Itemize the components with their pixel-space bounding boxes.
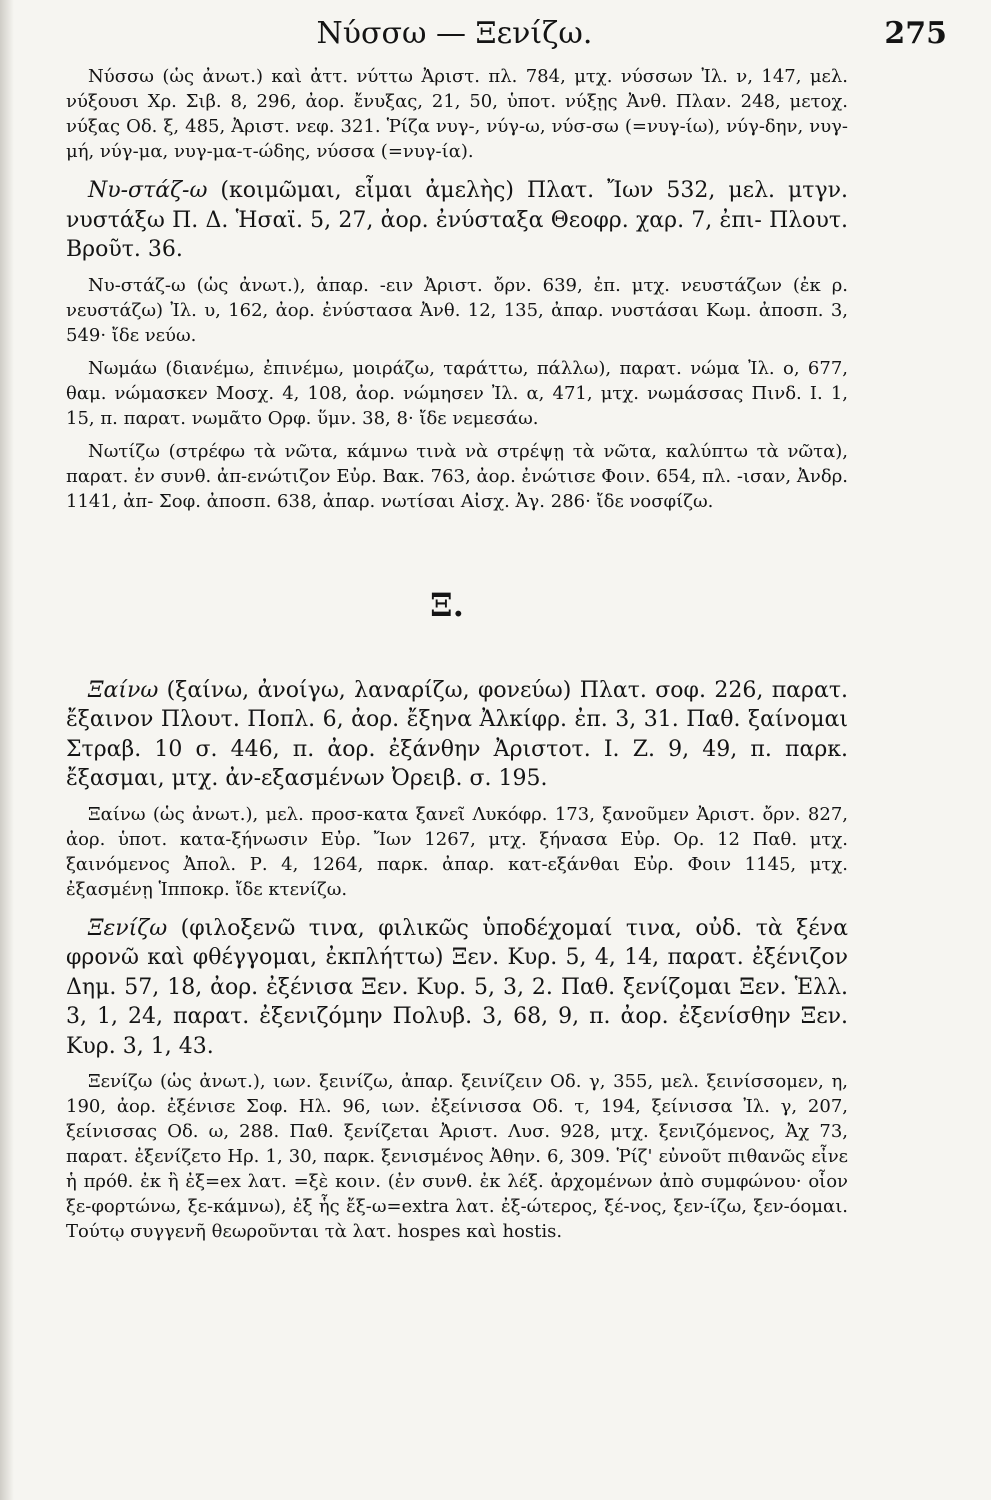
entry-xaino-forms-text: Ξαίνω (ὡς ἀνωτ.), μελ. προσ-κατα ξανεῖ Λυκόφρ. 173, ξανοῦμεν Ἀριστ. ὄρν. 827, ἀορ. ὑποτ. κατα-ξήνωσιν Εὐρ. Ἴων 1267, μτχ. ξήνασα Εὐρ. Ορ. 12 Παθ. μτχ. ξαινόμενος Ἀπολ. Ρ. 4, 1264, παρκ. ἀπαρ. κατ-εξάνθαι Εὐρ. Φοιν 1145, μτχ. ἐξασμένῃ Ἱπποκρ. ἴδε κτενίζω.: [66, 803, 848, 900]
entry-xaino-text: (ξαίνω, ἀνοίγω, λαναρίζω, φονεύω) Πλατ. σοφ. 226, παρατ. ἔξαινον Πλουτ. Ποπλ. 6, ἀορ. ἔξηνα Ἀλκίφρ. ἐπ. 3, 31. Παθ. ξαίνομαι Στραβ. 10 σ. 446, π. ἀορ. ἐξάνθην Ἀριστοτ. Ι. Ζ. 9, 49, π. παρκ. ἔξασμαι, μτχ. ἀν-εξασμένων Ὀρειβ. σ. 195.: [66, 677, 848, 791]
entry-nomao-text: Νωμάω (διανέμω, ἐπινέμω, μοιράζω, ταράττω, πάλλω), παρατ. νώμα Ἰλ. ο, 677, θαμ. νώμασκεν Μοσχ. 4, 108, ἀορ. νώμησεν Ἰλ. α, 471, μτχ. νωμάσσας Πινδ. Ι. 1, 15, π. παρατ. νωμᾶτο Ορφ. ὕμν. 38, 8· ἴδε νεμεσάω.: [66, 357, 848, 429]
entry-xaino-forms: [66, 802, 848, 902]
headword: Ξαίνω: [88, 677, 159, 703]
entry-nomao: [66, 356, 848, 431]
page-body: [66, 64, 848, 1244]
entry-nystazo-text: (κοιμῶμαι, εἶμαι ἀμελὴς) Πλατ. Ἴων 532, μελ. μτγν. νυστάξω Π. Δ. Ἡσαϊ. 5, 27, ἀορ. ἐνύσταξα Θεοφρ. χαρ. 7, ἐπι- Πλουτ. Βροῦτ. 36.: [66, 178, 848, 262]
entry-notizo: [66, 439, 848, 514]
running-head: Νύσσω — Ξενίζω.: [316, 16, 593, 51]
entry-nystazo: [66, 176, 848, 265]
entry-notizo-text: Νωτίζω (στρέφω τὰ νῶτα, κάμνω τινὰ νὰ στρέψῃ τὰ νῶτα, καλύπτω τὰ νῶτα), παρατ. ἐν συνθ. ἀπ-ενώτιζον Εὐρ. Βακ. 763, ἀορ. ἐνώτισε Φοιν. 654, πλ. -ισαν, Ἀνδρ. 1141, ἀπ- Σοφ. ἀποσπ. 638, ἀπαρ. νωτίσαι Αἰσχ. Ἀγ. 286· ἴδε νοσφίζω.: [66, 440, 848, 512]
headword: Νυ-στάζ-ω: [88, 178, 208, 203]
entry-nysso: [66, 64, 848, 164]
entry-xenizo-forms-text: Ξενίζω (ὡς ἀνωτ.), ιων. ξεινίζω, ἀπαρ. ξεινίζειν Οδ. γ, 355, μελ. ξεινίσσομεν, η, 190, ἀορ. ἐξένισε Σοφ. Ηλ. 96, ιων. ἐξείνισσα Οδ. τ, 194, ξείνισσα Ἰλ. γ, 207, ξείνισσας Οδ. ω, 288. Παθ. ξενίζεται Ἀριστ. Λυσ. 928, μτχ. ξενιζόμενος, Ἀχ 73, παρατ. ἐξενίζετο Ηρ. 1, 30, παρκ. ξενισμένος Ἀθην. 6, 309. Ῥίζ' εὐνοῦτ πιθανῶς εἶνε ἡ πρόθ. ἐκ ἢ ἐξ=ex λατ. =ξὲ κοιν. (ἐν συνθ. ἐκ λέξ. ἀρχομένων ἀπὸ συμφώνου· οἷον ξε-φορτώνω, ξε-κάμνω), ἐξ ἧς ἔξ-ω=extra λατ. ἐξ-ώτερος, ξέ-νος, ξεν-ίζω, ξεν-όομαι. Τούτῳ συγγενῆ θεωροῦνται τὰ λατ. hospes καὶ hostis.: [66, 1071, 848, 1242]
page-number: 275: [884, 16, 947, 51]
headword: Ξενίζω: [88, 915, 168, 941]
entry-xenizo-forms: [66, 1069, 848, 1244]
entry-nysso-text: Νύσσω (ὡς ἀνωτ.) καὶ ἀττ. νύττω Ἀριστ. πλ. 784, μτχ. νύσσων Ἰλ. ν, 147, μελ. νύξουσι Χρ. Σιβ. 8, 296, ἀορ. ἔνυξας, 21, 50, ὑποτ. νύξῃς Ἀνθ. Πλαν. 248, μετοχ. νύξας Οδ. ξ, 485, Ἀριστ. νεφ. 321. Ῥίζα νυγ-, νύγ-ω, νύσ-σω (=νυγ-ίω), νύγ-δην, νυγ-μή, νύγ-μα, νυγ-μα-τ-ώδης, νύσσα (=νυγ-ία).: [66, 66, 848, 162]
entry-nystazo-forms-text: Νυ-στάζ-ω (ὡς ἀνωτ.), ἀπαρ. -ειν Ἀριστ. ὄρν. 639, ἐπ. μτχ. νευστάζων (ἐκ ρ. νευστάζω) Ἰλ. υ, 162, ἀορ. ἐνύστασα Ἀνθ. 12, 135, ἀπαρ. νυστάσαι Κωμ. ἀποσπ. 3, 549· ἴδε νεύω.: [66, 274, 848, 346]
entry-xenizo-text: (φιλοξενῶ τινα, φιλικῶς ὑποδέχομαί τινα, οὐδ. τὰ ξένα φρονῶ καὶ φθέγγομαι, ἐκπλήττω) Ξεν. Κυρ. 5, 4, 14, παρατ. ἐξένιζον Δημ. 57, 18, ἀορ. ἐξένισα Ξεν. Κυρ. 5, 3, 2. Παθ. ξενίζομαι Ξεν. Ἑλλ. 3, 1, 24, παρατ. ἐξενιζόμην Πολυβ. 3, 68, 9, π. ἀορ. ἐξενίσθην Ξεν. Κυρ. 3, 1, 43.: [66, 915, 848, 1059]
page-header: [60, 16, 947, 56]
page-spine-shadow: [0, 0, 14, 1500]
entry-xenizo: [66, 914, 848, 1062]
entry-xaino: [66, 676, 848, 794]
entry-nystazo-forms: [66, 273, 848, 348]
section-letter-heading: Ξ.: [430, 585, 464, 624]
